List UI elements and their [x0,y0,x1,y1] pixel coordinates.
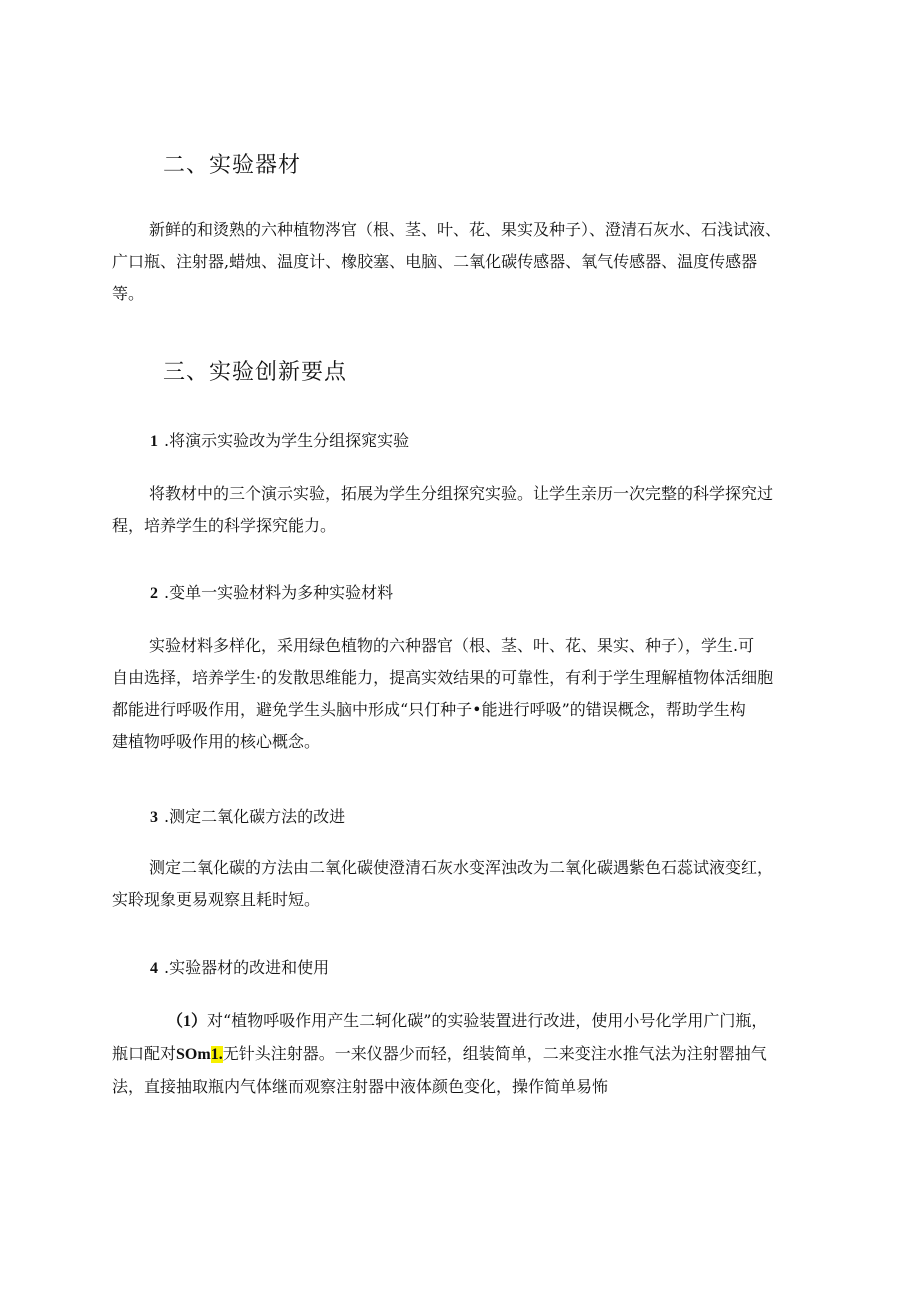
paragraph-line: 建植物呼吸作用的核心概念。 [112,732,321,751]
item-4-paragraph [112,1005,824,1103]
item-number: 4 [150,960,158,977]
item-title: .变单一实验材料为多种实验材料 [164,583,394,602]
paragraph-line: 新鲜的和烫熟的六种植物涔官（根、茎、叶、花、果实及种子）、澄清石灰水、石浅试液、 [149,220,782,239]
item-3-paragraph [112,852,824,916]
paragraph-line: 等。 [112,284,145,303]
text-run: 对“植物呼吸作用产生二轲化碳”的实验装置进行改进，使用小号化学用广门瓶， [207,1011,768,1030]
subheading-item-3 [150,804,345,827]
item-number: 2 [150,585,158,602]
item-title: .实验器材的改进和使用 [164,958,330,977]
paragraph-line [112,1005,824,1038]
text-run: 无针头注射器。一来仪器少而轻，组装简单，二来变注水推气法为注射罂抽气 [222,1044,767,1063]
paragraph-line: 广口瓶、注射器,蜡烛、温度计、橡胶塞、电脑、二氧化碳传感器、氧气传感器、温度传感器 [112,252,758,271]
item-title: .测定二氧化碳方法的改进 [164,807,346,826]
paragraph-line [112,1038,824,1071]
volume-text: SOm [176,1046,211,1063]
item-title: .将演示实验改为学生分组探窕实验 [164,431,410,450]
section-heading-materials: 二、实验器材 [163,153,302,178]
text-run: 瓶口配对 [112,1044,177,1063]
paragraph-line: 法，直接抽取瓶内气体继而观察注射器中液体颜色变化，操作简单易怖 [112,1077,609,1096]
paragraph-line: 程，培养学生的科学探究能力。 [112,516,337,535]
subheading-item-1 [150,428,409,451]
sub-item-marker: （1） [167,1013,208,1030]
paragraph-line: 自由选择，培养学生·的发散思维能力，提高实效结果的可靠性，有利于学生理解植物体活细胞 [112,668,774,687]
paragraph-line: 测定二氧化碳的方法由二氧化碳使澄清石灰水变浑浊改为二氧化碳遇紫色石蕊试液变红， [149,858,774,877]
section-heading-innovation: 三、实验创新要点 [163,360,348,385]
item-1-paragraph [112,478,824,542]
item-number: 3 [150,809,158,826]
paragraph-line: 实聆现象更易观察且耗时短。 [112,890,321,909]
subheading-item-2 [150,580,393,603]
highlighted-text: 1. [210,1046,223,1063]
materials-paragraph [112,214,824,310]
subheading-item-4 [150,955,329,978]
paragraph-line: 实验材料多样化，采用绿色植物的六种器官（根、茎、叶、花、果实、种子），学生.可 [149,636,755,655]
paragraph-line: 都能进行呼吸作用，避免学生头脑中形成“只仃种子•能进行呼吸”的错误概念，帮助学生构 [112,700,746,719]
item-number: 1 [150,433,158,450]
item-2-paragraph [112,630,824,758]
paragraph-line: 将教材中的三个演示实验，拓展为学生分组探究实验。让学生亲历一次完整的科学探究过 [149,484,774,503]
